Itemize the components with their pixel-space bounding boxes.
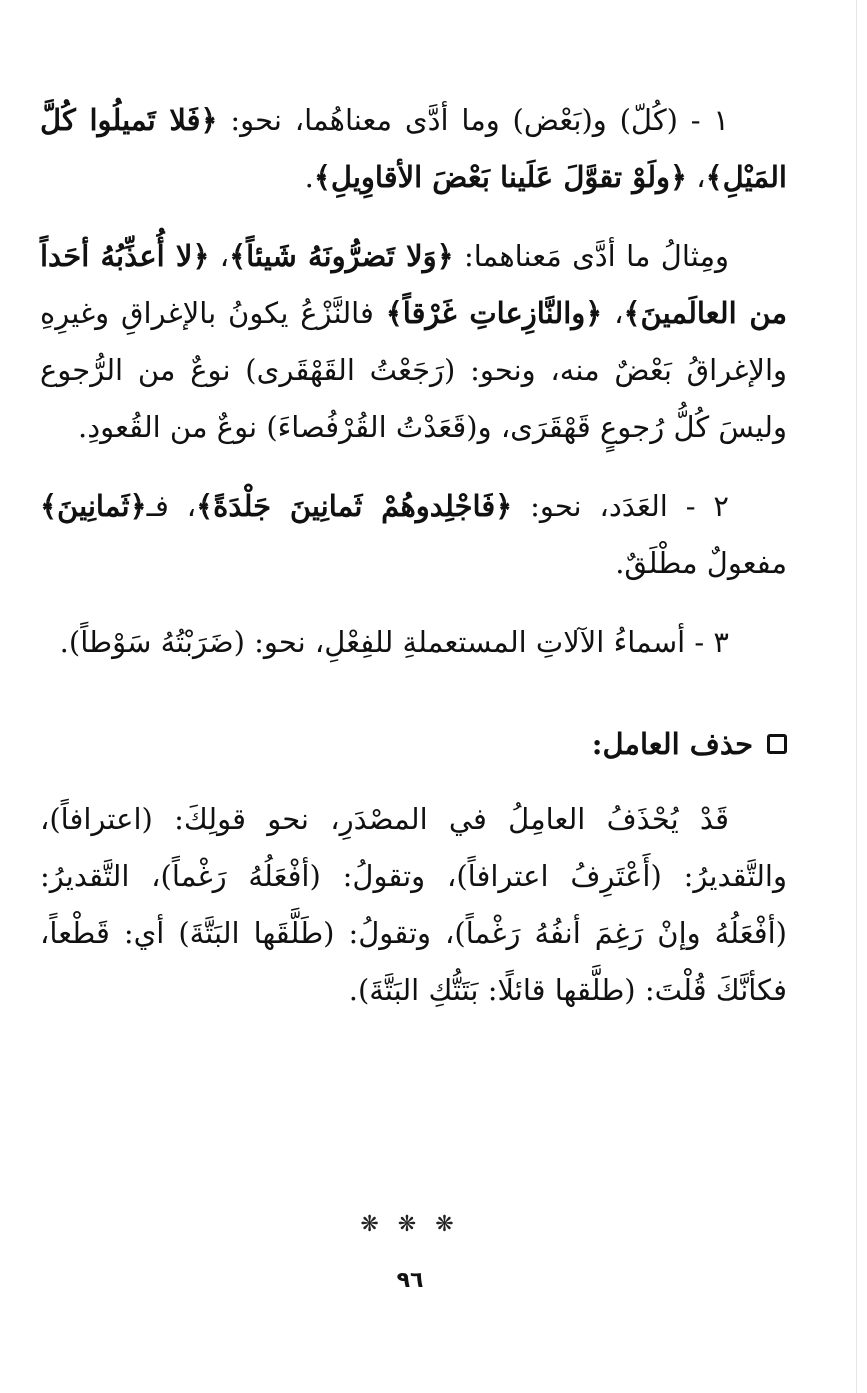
quran-quote: ﴿فَاجْلِدوهُمْ ثَمانِينَ جَلْدَةً﴾ — [196, 489, 513, 523]
text-span: قَدْ يُحْذَفُ العامِلُ في المصْدَرِ، نحو قولِكَ: (اعترافاً)، والتَّقديرُ: (أَعْتَرِفُ اعترافاً)، وتقولُ: (أفْعَلُهُ رَغْماً)، التَّقديرُ: (أفْعَلُهُ وإنْ رَغِمَ أنفُهُ رَغْماً)، وتقولُ: (طَلَّقَها البَتَّةَ) أي: قَطْعاً، فكأنَّكَ قُلْتَ: (طلَّقها قائلًا: بَتَتُّكِ البَتَّةَ). — [40, 802, 787, 1007]
document-page — [40, 92, 787, 1019]
text-span: ، — [209, 239, 230, 273]
section-heading-text: حذف العامل: — [591, 727, 753, 761]
paragraph-instruments — [40, 614, 787, 671]
quran-quote: ﴿وَلا تَضرُّونَهُ شَيئاً﴾ — [229, 239, 454, 273]
text-span: ، — [602, 296, 624, 330]
paragraph-omission — [40, 791, 787, 1019]
text-span: ، — [687, 160, 706, 194]
paragraph-number — [40, 478, 787, 592]
text-span: ٣ - أسماءُ الآلاتِ المستعملةِ للفِعْلِ، نحو: (ضَرَبْتُهُ سَوْطاً). — [59, 625, 729, 659]
text-span: . — [304, 160, 314, 194]
section-separator: ❋ ❋ ❋ — [360, 1212, 460, 1237]
quran-quote: ﴿ثَمانِينَ﴾ — [40, 489, 147, 523]
quran-quote: ﴿لا أُعذِّبُهُ أحَداً من العالَمينَ﴾ — [40, 239, 787, 330]
text-span: فالنَّزْعُ يكونُ بالإغراقِ وغيرِهِ والإغراقُ بَعْضٌ منه، ونحو: (رَجَعْتُ القَهْقَرى) نوعٌ من الرُّجوع وليسَ كُلُّ رُجوعٍ قَهْقَرَى، و(قَعَدْتُ القُرْفُصاءَ) نوعٌ من القُعودِ. — [40, 296, 787, 444]
paragraph-kull-bad — [40, 92, 787, 206]
text-span: ١ - (كُلّ) و(بَعْض) وما أدَّى معناهُما، نحو: — [217, 103, 729, 137]
text-span: ٢ - العَدَد، نحو: — [512, 489, 729, 523]
quran-quote: ﴿ولَوْ تقوَّلَ عَلَينا بَعْضَ الأقاوِيلِ﴾ — [313, 160, 688, 194]
page-number: ٩٦ — [396, 1268, 424, 1293]
quran-quote: ﴿والنَّازِعاتِ غَرْقاً﴾ — [385, 296, 603, 330]
quran-quote: ﴿فَلا تَميلُوا كُلَّ المَيْلِ﴾ — [40, 103, 787, 194]
text-span: ، فـ — [146, 489, 197, 523]
text-span: ومِثالُ ما أدَّى مَعناهما: — [453, 239, 729, 273]
page-edge-line — [856, 0, 857, 1393]
text-span: مفعولٌ مطْلَقٌ. — [615, 546, 787, 580]
paragraph-examples — [40, 228, 787, 456]
square-bullet-icon — [767, 734, 787, 754]
section-heading — [40, 719, 787, 769]
